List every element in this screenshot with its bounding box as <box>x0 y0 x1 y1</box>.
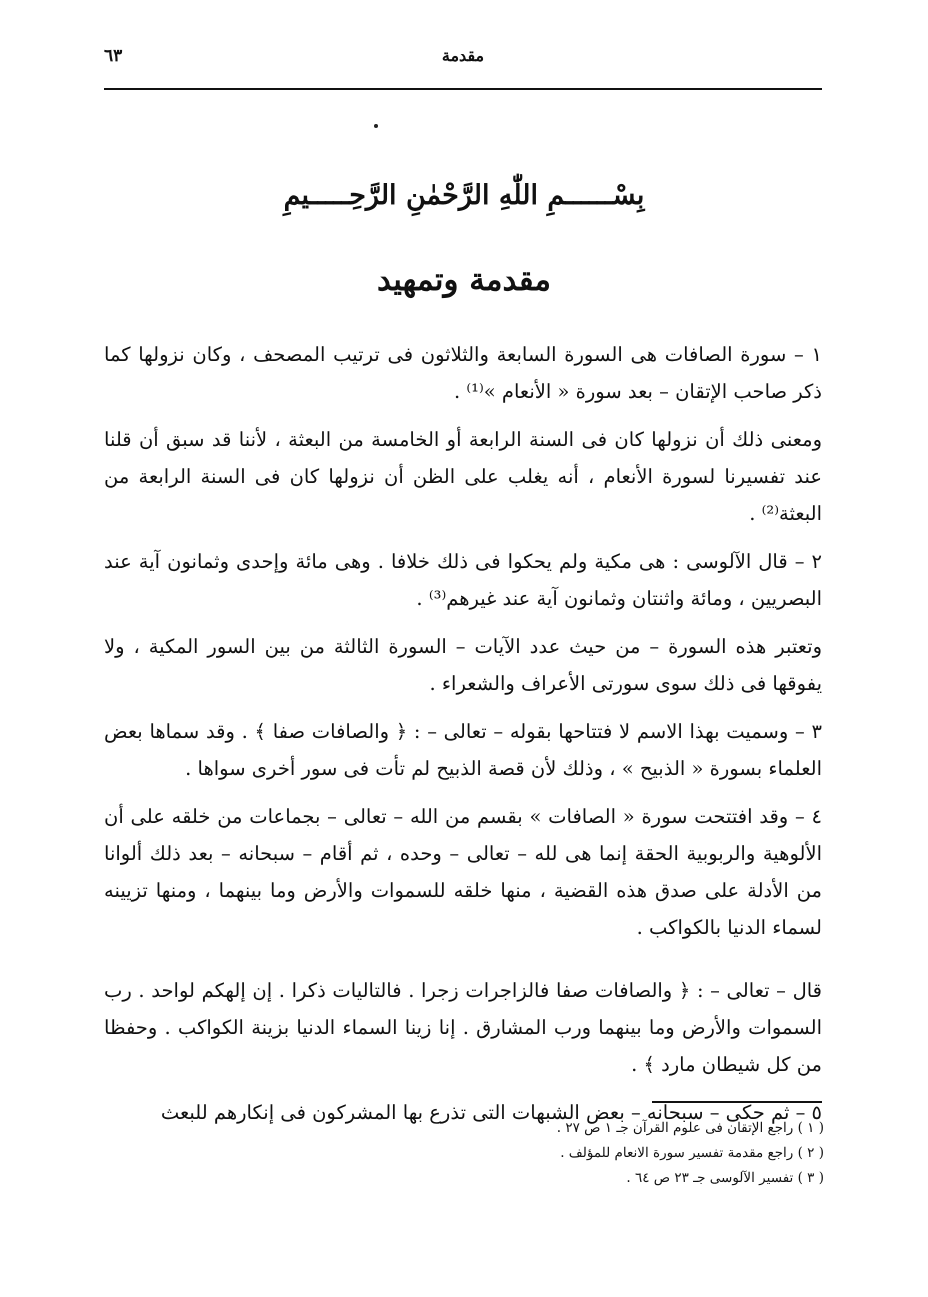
paragraph: ٥ – ثم حكى – سبحانه – بعض الشبهات التى تذرع بها المشركون فى إنكارهم للبعث <box>160 1101 822 1124</box>
footnote: ( ١ ) راجع الإتقان فى علوم القرآن جـ ١ ص ٢٧ . <box>556 1120 824 1136</box>
page-number: ٦٣ <box>104 46 123 66</box>
section-heading: مقدمة وتمهيد <box>376 262 551 298</box>
paragraph: ٤ – وقد افتتحت سورة « الصافات » بقسم من الله – تعالى – بجماعات من خلقه على أن الألوهية والربوبية الحقة إنما هى لله – تعالى – وحده ، ثم أقام – سبحانه – بعد ذلك ألوانا من الأدلة على صدق هذه القضية ، منها خلقه للسموات والأرض وما بينهما ، ومنها تزيينه لسماء الدنيا بالكواكب . <box>104 805 822 939</box>
paragraph: ومعنى ذلك أن نزولها كان فى السنة الرابعة أو الخامسة من البعثة ، لأننا قد سبق أن قلنا عند تفسيرنا لسورة الأنعام ، أنه يغلب على الظن أن نزولها كان فى السنة الرابعة من البعثة⁽²⁾ . <box>104 428 822 525</box>
running-header <box>104 40 822 80</box>
body-text <box>104 336 822 1142</box>
print-speck <box>374 124 378 128</box>
footnote: ( ٢ ) راجع مقدمة تفسير سورة الانعام للمؤلف . <box>560 1145 824 1161</box>
paragraph: ١ – سورة الصافات هى السورة السابعة والثلاثون فى ترتيب المصحف ، وكان نزولها كما ذكر صاحب الإتقان – بعد سورة « الأنعام »⁽¹⁾ . <box>104 343 822 403</box>
running-title: مقدمة <box>441 46 485 65</box>
paragraph: قال – تعالى – : ﴿ والصافات صفا فالزاجرات زجرا . فالتاليات ذكرا . إن إلهكم لواحد . رب السموات والأرض وما بينهما ورب المشارق . إنا زينا السماء الدنيا بزينة الكواكب . وحفظا من كل شيطان مارد ﴾ . <box>104 979 822 1076</box>
footnote: ( ٣ ) تفسير الآلوسى جـ ٢٣ ص ٦٤ . <box>626 1170 824 1186</box>
header-rule <box>104 88 822 90</box>
footnote-rule <box>652 1101 822 1103</box>
paragraph: وتعتبر هذه السورة – من حيث عدد الآيات – السورة الثالثة من بين السور المكية ، ولا يفوقها فى ذلك سوى سورتى الأعراف والشعراء . <box>104 635 822 695</box>
footnotes <box>400 1116 824 1191</box>
basmala: بِسْــــــمِ اللّٰهِ الرَّحْمٰنِ الرَّحِـــــيمِ <box>283 180 645 211</box>
paragraph: ٢ – قال الآلوسى : هى مكية ولم يحكوا فى ذلك خلافا . وهى مائة وإحدى وثمانون آية عند البصريين ، ومائة واثنتان وثمانون آية عند غيرهم⁽³⁾ . <box>104 550 822 610</box>
paragraph: ٣ – وسميت بهذا الاسم لا فتتاحها بقوله – تعالى – : ﴿ والصافات صفا ﴾ . وقد سماها بعض العلماء بسورة « الذبيح » ، وذلك لأن قصة الذبيح لم تأت فى سور أخرى سواها . <box>104 720 822 780</box>
